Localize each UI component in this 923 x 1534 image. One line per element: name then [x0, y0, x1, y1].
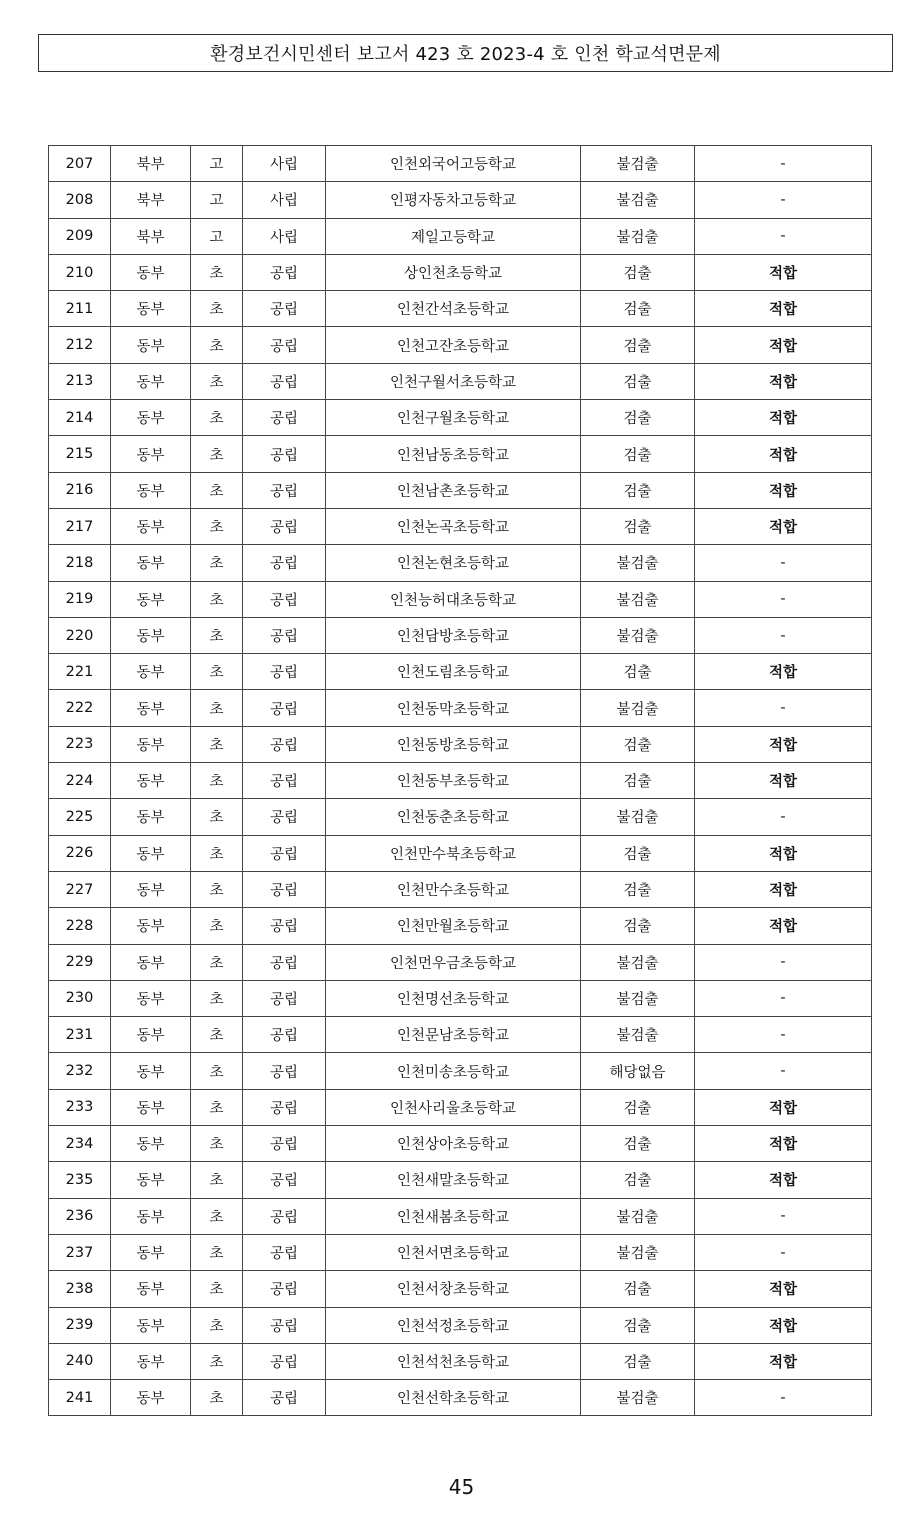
row-number-cell: 211 [49, 291, 111, 327]
establishment-cell: 공립 [243, 763, 326, 799]
school-name-cell: 인천석천초등학교 [326, 1343, 581, 1379]
row-number-cell: 238 [49, 1271, 111, 1307]
district-cell: 동부 [111, 1234, 191, 1270]
establishment-cell: 공립 [243, 1198, 326, 1234]
table-row [49, 1089, 872, 1125]
table-row [49, 436, 872, 472]
table-row [49, 1162, 872, 1198]
school-level-cell: 초 [191, 472, 243, 508]
establishment-cell: 공립 [243, 327, 326, 363]
row-number-cell: 210 [49, 254, 111, 290]
row-number-cell: 215 [49, 436, 111, 472]
school-asbestos-table [48, 145, 872, 1416]
table-row [49, 617, 872, 653]
district-cell: 북부 [111, 146, 191, 182]
school-level-cell: 초 [191, 1162, 243, 1198]
establishment-cell: 공립 [243, 908, 326, 944]
establishment-cell: 공립 [243, 1271, 326, 1307]
asbestos-result-cell: 검출 [581, 472, 695, 508]
row-number-cell: 220 [49, 617, 111, 653]
establishment-cell: 사립 [243, 218, 326, 254]
asbestos-result-cell: 검출 [581, 1162, 695, 1198]
school-level-cell: 초 [191, 980, 243, 1016]
asbestos-result-cell: 불검출 [581, 1017, 695, 1053]
table-row [49, 1271, 872, 1307]
asbestos-result-cell: 불검출 [581, 690, 695, 726]
status-cell: - [695, 980, 872, 1016]
establishment-cell: 공립 [243, 254, 326, 290]
school-name-cell: 인천새봄초등학교 [326, 1198, 581, 1234]
row-number-cell: 222 [49, 690, 111, 726]
establishment-cell: 공립 [243, 400, 326, 436]
table-row [49, 1307, 872, 1343]
row-number-cell: 237 [49, 1234, 111, 1270]
table-body [49, 146, 872, 1416]
status-cell: - [695, 1198, 872, 1234]
status-cell: 적합 [695, 1343, 872, 1379]
school-name-cell: 인천새말초등학교 [326, 1162, 581, 1198]
status-cell: - [695, 545, 872, 581]
establishment-cell: 공립 [243, 1053, 326, 1089]
row-number-cell: 228 [49, 908, 111, 944]
asbestos-result-cell: 불검출 [581, 1234, 695, 1270]
district-cell: 동부 [111, 1053, 191, 1089]
establishment-cell: 공립 [243, 980, 326, 1016]
school-level-cell: 초 [191, 1017, 243, 1053]
school-name-cell: 인천논곡초등학교 [326, 508, 581, 544]
establishment-cell: 공립 [243, 363, 326, 399]
district-cell: 동부 [111, 654, 191, 690]
table-row [49, 799, 872, 835]
status-cell: - [695, 1380, 872, 1416]
row-number-cell: 207 [49, 146, 111, 182]
district-cell: 동부 [111, 617, 191, 653]
asbestos-result-cell: 검출 [581, 400, 695, 436]
status-cell: - [695, 182, 872, 218]
row-number-cell: 230 [49, 980, 111, 1016]
school-name-cell: 인천남촌초등학교 [326, 472, 581, 508]
school-name-cell: 인천외국어고등학교 [326, 146, 581, 182]
school-level-cell: 초 [191, 654, 243, 690]
status-cell: 적합 [695, 908, 872, 944]
asbestos-result-cell: 불검출 [581, 182, 695, 218]
asbestos-result-cell: 검출 [581, 1307, 695, 1343]
status-cell: 적합 [695, 508, 872, 544]
status-cell: 적합 [695, 291, 872, 327]
asbestos-result-cell: 검출 [581, 835, 695, 871]
establishment-cell: 공립 [243, 1307, 326, 1343]
district-cell: 동부 [111, 1162, 191, 1198]
establishment-cell: 공립 [243, 944, 326, 980]
district-cell: 동부 [111, 327, 191, 363]
school-level-cell: 초 [191, 1307, 243, 1343]
school-name-cell: 제일고등학교 [326, 218, 581, 254]
district-cell: 동부 [111, 254, 191, 290]
district-cell: 동부 [111, 871, 191, 907]
asbestos-result-cell: 불검출 [581, 218, 695, 254]
district-cell: 동부 [111, 581, 191, 617]
row-number-cell: 226 [49, 835, 111, 871]
row-number-cell: 235 [49, 1162, 111, 1198]
row-number-cell: 234 [49, 1126, 111, 1162]
row-number-cell: 225 [49, 799, 111, 835]
school-level-cell: 초 [191, 291, 243, 327]
school-level-cell: 초 [191, 690, 243, 726]
school-level-cell: 초 [191, 835, 243, 871]
school-name-cell: 인천고잔초등학교 [326, 327, 581, 363]
table-row [49, 291, 872, 327]
school-level-cell: 초 [191, 1343, 243, 1379]
establishment-cell: 공립 [243, 617, 326, 653]
row-number-cell: 212 [49, 327, 111, 363]
table-row [49, 182, 872, 218]
table-row [49, 871, 872, 907]
school-level-cell: 초 [191, 581, 243, 617]
status-cell: - [695, 1053, 872, 1089]
district-cell: 동부 [111, 1089, 191, 1125]
asbestos-result-cell: 검출 [581, 1271, 695, 1307]
asbestos-result-cell: 불검출 [581, 1380, 695, 1416]
school-name-cell: 인천논현초등학교 [326, 545, 581, 581]
status-cell: 적합 [695, 1271, 872, 1307]
asbestos-result-cell: 불검출 [581, 1198, 695, 1234]
report-title: 환경보건시민센터 보고서 423 호 2023-4 호 인천 학교석면문제 [210, 44, 721, 65]
row-number-cell: 209 [49, 218, 111, 254]
status-cell: - [695, 1234, 872, 1270]
school-name-cell: 인천만월초등학교 [326, 908, 581, 944]
row-number-cell: 219 [49, 581, 111, 617]
district-cell: 북부 [111, 182, 191, 218]
school-name-cell: 인천동막초등학교 [326, 690, 581, 726]
status-cell: 적합 [695, 871, 872, 907]
row-number-cell: 214 [49, 400, 111, 436]
row-number-cell: 239 [49, 1307, 111, 1343]
row-number-cell: 223 [49, 726, 111, 762]
school-level-cell: 초 [191, 944, 243, 980]
school-name-cell: 인천먼우금초등학교 [326, 944, 581, 980]
district-cell: 북부 [111, 218, 191, 254]
asbestos-result-cell: 검출 [581, 436, 695, 472]
establishment-cell: 공립 [243, 654, 326, 690]
school-level-cell: 초 [191, 400, 243, 436]
establishment-cell: 사립 [243, 182, 326, 218]
district-cell: 동부 [111, 1307, 191, 1343]
row-number-cell: 217 [49, 508, 111, 544]
asbestos-result-cell: 검출 [581, 654, 695, 690]
school-level-cell: 초 [191, 1380, 243, 1416]
table-row [49, 980, 872, 1016]
asbestos-result-cell: 검출 [581, 1126, 695, 1162]
status-cell: - [695, 146, 872, 182]
status-cell: - [695, 799, 872, 835]
asbestos-result-cell: 불검출 [581, 944, 695, 980]
school-name-cell: 인천사리울초등학교 [326, 1089, 581, 1125]
status-cell: - [695, 1017, 872, 1053]
district-cell: 동부 [111, 835, 191, 871]
school-name-cell: 인천도림초등학교 [326, 654, 581, 690]
school-name-cell: 인평자동차고등학교 [326, 182, 581, 218]
table-row [49, 1053, 872, 1089]
district-cell: 동부 [111, 944, 191, 980]
asbestos-result-cell: 검출 [581, 763, 695, 799]
school-level-cell: 초 [191, 726, 243, 762]
district-cell: 동부 [111, 1126, 191, 1162]
school-level-cell: 고 [191, 182, 243, 218]
school-level-cell: 초 [191, 1234, 243, 1270]
school-name-cell: 인천담방초등학교 [326, 617, 581, 653]
establishment-cell: 공립 [243, 1017, 326, 1053]
school-level-cell: 고 [191, 146, 243, 182]
status-cell: 적합 [695, 400, 872, 436]
status-cell: 적합 [695, 1126, 872, 1162]
table-row [49, 327, 872, 363]
asbestos-result-cell: 검출 [581, 1089, 695, 1125]
district-cell: 동부 [111, 1271, 191, 1307]
table-row [49, 508, 872, 544]
status-cell: 적합 [695, 835, 872, 871]
asbestos-result-cell: 검출 [581, 327, 695, 363]
district-cell: 동부 [111, 908, 191, 944]
district-cell: 동부 [111, 363, 191, 399]
school-name-cell: 인천동춘초등학교 [326, 799, 581, 835]
establishment-cell: 공립 [243, 726, 326, 762]
district-cell: 동부 [111, 1198, 191, 1234]
status-cell: 적합 [695, 327, 872, 363]
establishment-cell: 공립 [243, 508, 326, 544]
table-row [49, 763, 872, 799]
status-cell: 적합 [695, 763, 872, 799]
establishment-cell: 공립 [243, 436, 326, 472]
establishment-cell: 공립 [243, 545, 326, 581]
row-number-cell: 241 [49, 1380, 111, 1416]
table-row [49, 218, 872, 254]
school-name-cell: 인천간석초등학교 [326, 291, 581, 327]
asbestos-result-cell: 검출 [581, 908, 695, 944]
table-row [49, 1198, 872, 1234]
school-name-cell: 인천서면초등학교 [326, 1234, 581, 1270]
page-number: 45 [448, 1475, 475, 1499]
row-number-cell: 213 [49, 363, 111, 399]
row-number-cell: 231 [49, 1017, 111, 1053]
table-row [49, 581, 872, 617]
school-name-cell: 상인천초등학교 [326, 254, 581, 290]
table-row [49, 472, 872, 508]
asbestos-result-cell: 검출 [581, 508, 695, 544]
establishment-cell: 공립 [243, 871, 326, 907]
row-number-cell: 221 [49, 654, 111, 690]
school-name-cell: 인천만수북초등학교 [326, 835, 581, 871]
status-cell: 적합 [695, 472, 872, 508]
report-header [38, 34, 893, 72]
district-cell: 동부 [111, 1380, 191, 1416]
school-name-cell: 인천구월서초등학교 [326, 363, 581, 399]
establishment-cell: 공립 [243, 472, 326, 508]
asbestos-result-cell: 검출 [581, 363, 695, 399]
status-cell: 적합 [695, 1162, 872, 1198]
table-row [49, 1017, 872, 1053]
asbestos-result-cell: 검출 [581, 254, 695, 290]
table-row [49, 146, 872, 182]
school-level-cell: 초 [191, 327, 243, 363]
school-name-cell: 인천동부초등학교 [326, 763, 581, 799]
establishment-cell: 공립 [243, 1234, 326, 1270]
school-level-cell: 초 [191, 1271, 243, 1307]
row-number-cell: 216 [49, 472, 111, 508]
school-level-cell: 초 [191, 1126, 243, 1162]
establishment-cell: 공립 [243, 291, 326, 327]
school-level-cell: 초 [191, 508, 243, 544]
status-cell: 적합 [695, 1307, 872, 1343]
school-name-cell: 인천미송초등학교 [326, 1053, 581, 1089]
status-cell: - [695, 218, 872, 254]
table-row [49, 944, 872, 980]
school-level-cell: 초 [191, 908, 243, 944]
asbestos-result-cell: 불검출 [581, 980, 695, 1016]
status-cell: - [695, 617, 872, 653]
establishment-cell: 공립 [243, 835, 326, 871]
asbestos-result-cell: 검출 [581, 1343, 695, 1379]
asbestos-result-cell: 해당없음 [581, 1053, 695, 1089]
asbestos-result-cell: 검출 [581, 726, 695, 762]
school-name-cell: 인천서창초등학교 [326, 1271, 581, 1307]
establishment-cell: 공립 [243, 1126, 326, 1162]
status-cell: 적합 [695, 436, 872, 472]
table-row [49, 545, 872, 581]
school-level-cell: 초 [191, 545, 243, 581]
table-row [49, 363, 872, 399]
school-name-cell: 인천만수초등학교 [326, 871, 581, 907]
status-cell: 적합 [695, 1089, 872, 1125]
asbestos-result-cell: 불검출 [581, 799, 695, 835]
establishment-cell: 공립 [243, 690, 326, 726]
school-level-cell: 초 [191, 254, 243, 290]
school-level-cell: 초 [191, 1053, 243, 1089]
row-number-cell: 218 [49, 545, 111, 581]
school-level-cell: 초 [191, 436, 243, 472]
status-cell: 적합 [695, 726, 872, 762]
establishment-cell: 공립 [243, 1343, 326, 1379]
school-level-cell: 고 [191, 218, 243, 254]
school-name-cell: 인천명선초등학교 [326, 980, 581, 1016]
district-cell: 동부 [111, 400, 191, 436]
table-row [49, 254, 872, 290]
school-name-cell: 인천문남초등학교 [326, 1017, 581, 1053]
row-number-cell: 232 [49, 1053, 111, 1089]
row-number-cell: 227 [49, 871, 111, 907]
asbestos-result-cell: 불검출 [581, 581, 695, 617]
school-name-cell: 인천선학초등학교 [326, 1380, 581, 1416]
row-number-cell: 236 [49, 1198, 111, 1234]
status-cell: 적합 [695, 254, 872, 290]
asbestos-result-cell: 불검출 [581, 146, 695, 182]
district-cell: 동부 [111, 291, 191, 327]
district-cell: 동부 [111, 545, 191, 581]
establishment-cell: 공립 [243, 1380, 326, 1416]
establishment-cell: 사립 [243, 146, 326, 182]
school-level-cell: 초 [191, 871, 243, 907]
table-row [49, 1380, 872, 1416]
school-name-cell: 인천남동초등학교 [326, 436, 581, 472]
asbestos-result-cell: 불검출 [581, 545, 695, 581]
table-row [49, 726, 872, 762]
establishment-cell: 공립 [243, 799, 326, 835]
district-cell: 동부 [111, 1017, 191, 1053]
table-row [49, 1126, 872, 1162]
row-number-cell: 240 [49, 1343, 111, 1379]
establishment-cell: 공립 [243, 581, 326, 617]
school-level-cell: 초 [191, 1198, 243, 1234]
status-cell: - [695, 581, 872, 617]
status-cell: - [695, 690, 872, 726]
table-row [49, 1343, 872, 1379]
school-name-cell: 인천능허대초등학교 [326, 581, 581, 617]
school-level-cell: 초 [191, 763, 243, 799]
district-cell: 동부 [111, 508, 191, 544]
district-cell: 동부 [111, 763, 191, 799]
table-row [49, 654, 872, 690]
row-number-cell: 233 [49, 1089, 111, 1125]
district-cell: 동부 [111, 980, 191, 1016]
asbestos-result-cell: 불검출 [581, 617, 695, 653]
establishment-cell: 공립 [243, 1162, 326, 1198]
row-number-cell: 208 [49, 182, 111, 218]
status-cell: 적합 [695, 654, 872, 690]
district-cell: 동부 [111, 472, 191, 508]
row-number-cell: 229 [49, 944, 111, 980]
establishment-cell: 공립 [243, 1089, 326, 1125]
school-name-cell: 인천구월초등학교 [326, 400, 581, 436]
status-cell: - [695, 944, 872, 980]
school-name-cell: 인천상아초등학교 [326, 1126, 581, 1162]
status-cell: 적합 [695, 363, 872, 399]
row-number-cell: 224 [49, 763, 111, 799]
table-row [49, 1234, 872, 1270]
table-row [49, 400, 872, 436]
table-row [49, 835, 872, 871]
table-row [49, 690, 872, 726]
school-name-cell: 인천동방초등학교 [326, 726, 581, 762]
table-row [49, 908, 872, 944]
asbestos-result-cell: 검출 [581, 291, 695, 327]
school-name-cell: 인천석정초등학교 [326, 1307, 581, 1343]
school-level-cell: 초 [191, 799, 243, 835]
district-cell: 동부 [111, 690, 191, 726]
school-level-cell: 초 [191, 363, 243, 399]
district-cell: 동부 [111, 726, 191, 762]
district-cell: 동부 [111, 436, 191, 472]
school-level-cell: 초 [191, 617, 243, 653]
district-cell: 동부 [111, 1343, 191, 1379]
district-cell: 동부 [111, 799, 191, 835]
school-level-cell: 초 [191, 1089, 243, 1125]
asbestos-result-cell: 검출 [581, 871, 695, 907]
